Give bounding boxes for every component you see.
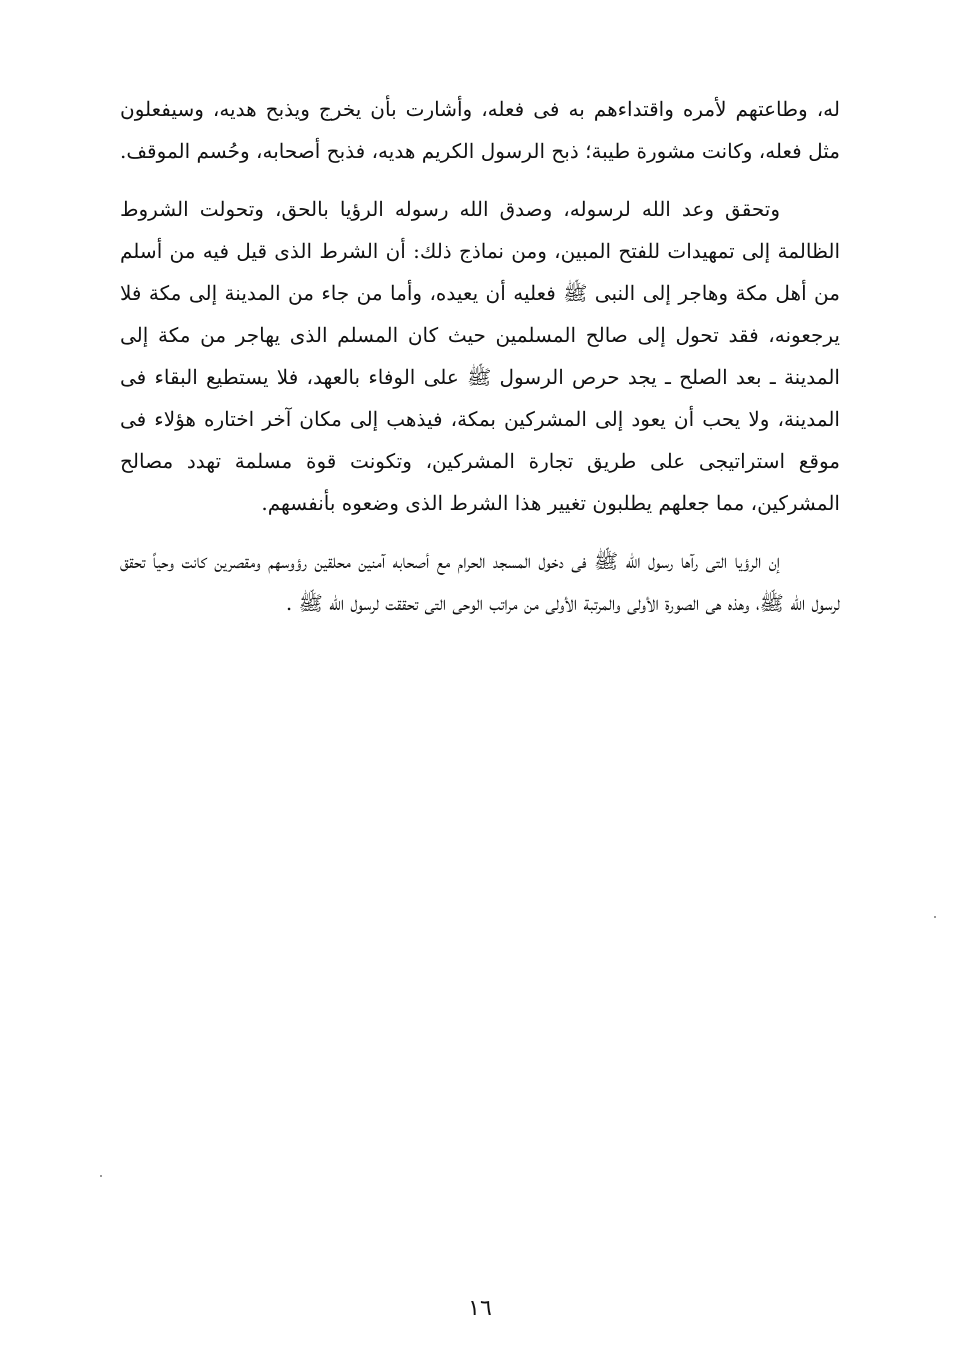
paragraph-3: إن الرؤيا التى رآها رسول الله ﷺ فى دخول المسجد الحرام مع أصحابه آمنين محلقين رؤوسهم ومقصرين كانت وحياً تحقق لرسول الله ﷺ، وهذه هى الصورة الأولى والمرتبة الأولى من مراتب الوحى التى تحققت لرسول الله ﷺ . [120, 549, 840, 615]
paragraph-2: وتحقق وعد الله لرسوله، وصدق الله رسوله الرؤيا بالحق، وتحولت الشروط الظالمة إلى تمهيدات للفتح المبين، ومن نماذج ذلك: أن الشرط الذى قيل فيه من أسلم من أهل مكة وهاجر إلى النبى ﷺ فعليه أن يعيده، وأما من جاء من المدينة إلى مكة فلا يرجعونه، فقد تحول إلى صالح المسلمين حيث كان المسلم الذى يهاجر من مكة إلى المدينة ـ بعد الصلح ـ يجد حرص الرسول ﷺ على الوفاء بالعهد، فلا يستطيع البقاء فى المدينة، ولا يحب أن يعود إلى المشركين بمكة، فيذهب إلى مكان آخر اختاره هؤلاء فى موقع استراتيجى على طريق تجارة المشركين، وتكونت قوة مسلمة تهدد مصالح المشركين، مما جعلهم يطلبون تغيير هذا الشرط الذى وضعوه بأنفسهم. [120, 197, 840, 515]
scan-speck [934, 916, 936, 918]
page-number: ١٦ [468, 1296, 492, 1321]
body-text [120, 88, 840, 624]
scan-speck [100, 1175, 102, 1177]
paragraph-1: له، وطاعتهم لأمره واقتداءهم به فى فعله، وأشارت بأن يخرج ويذبح هديه، وسيفعلون مثل فعله، وكانت مشورة طيبة؛ ذبح الرسول الكريم هديه، فذبح أصحابه، وحُسم الموقف. [119, 97, 840, 163]
